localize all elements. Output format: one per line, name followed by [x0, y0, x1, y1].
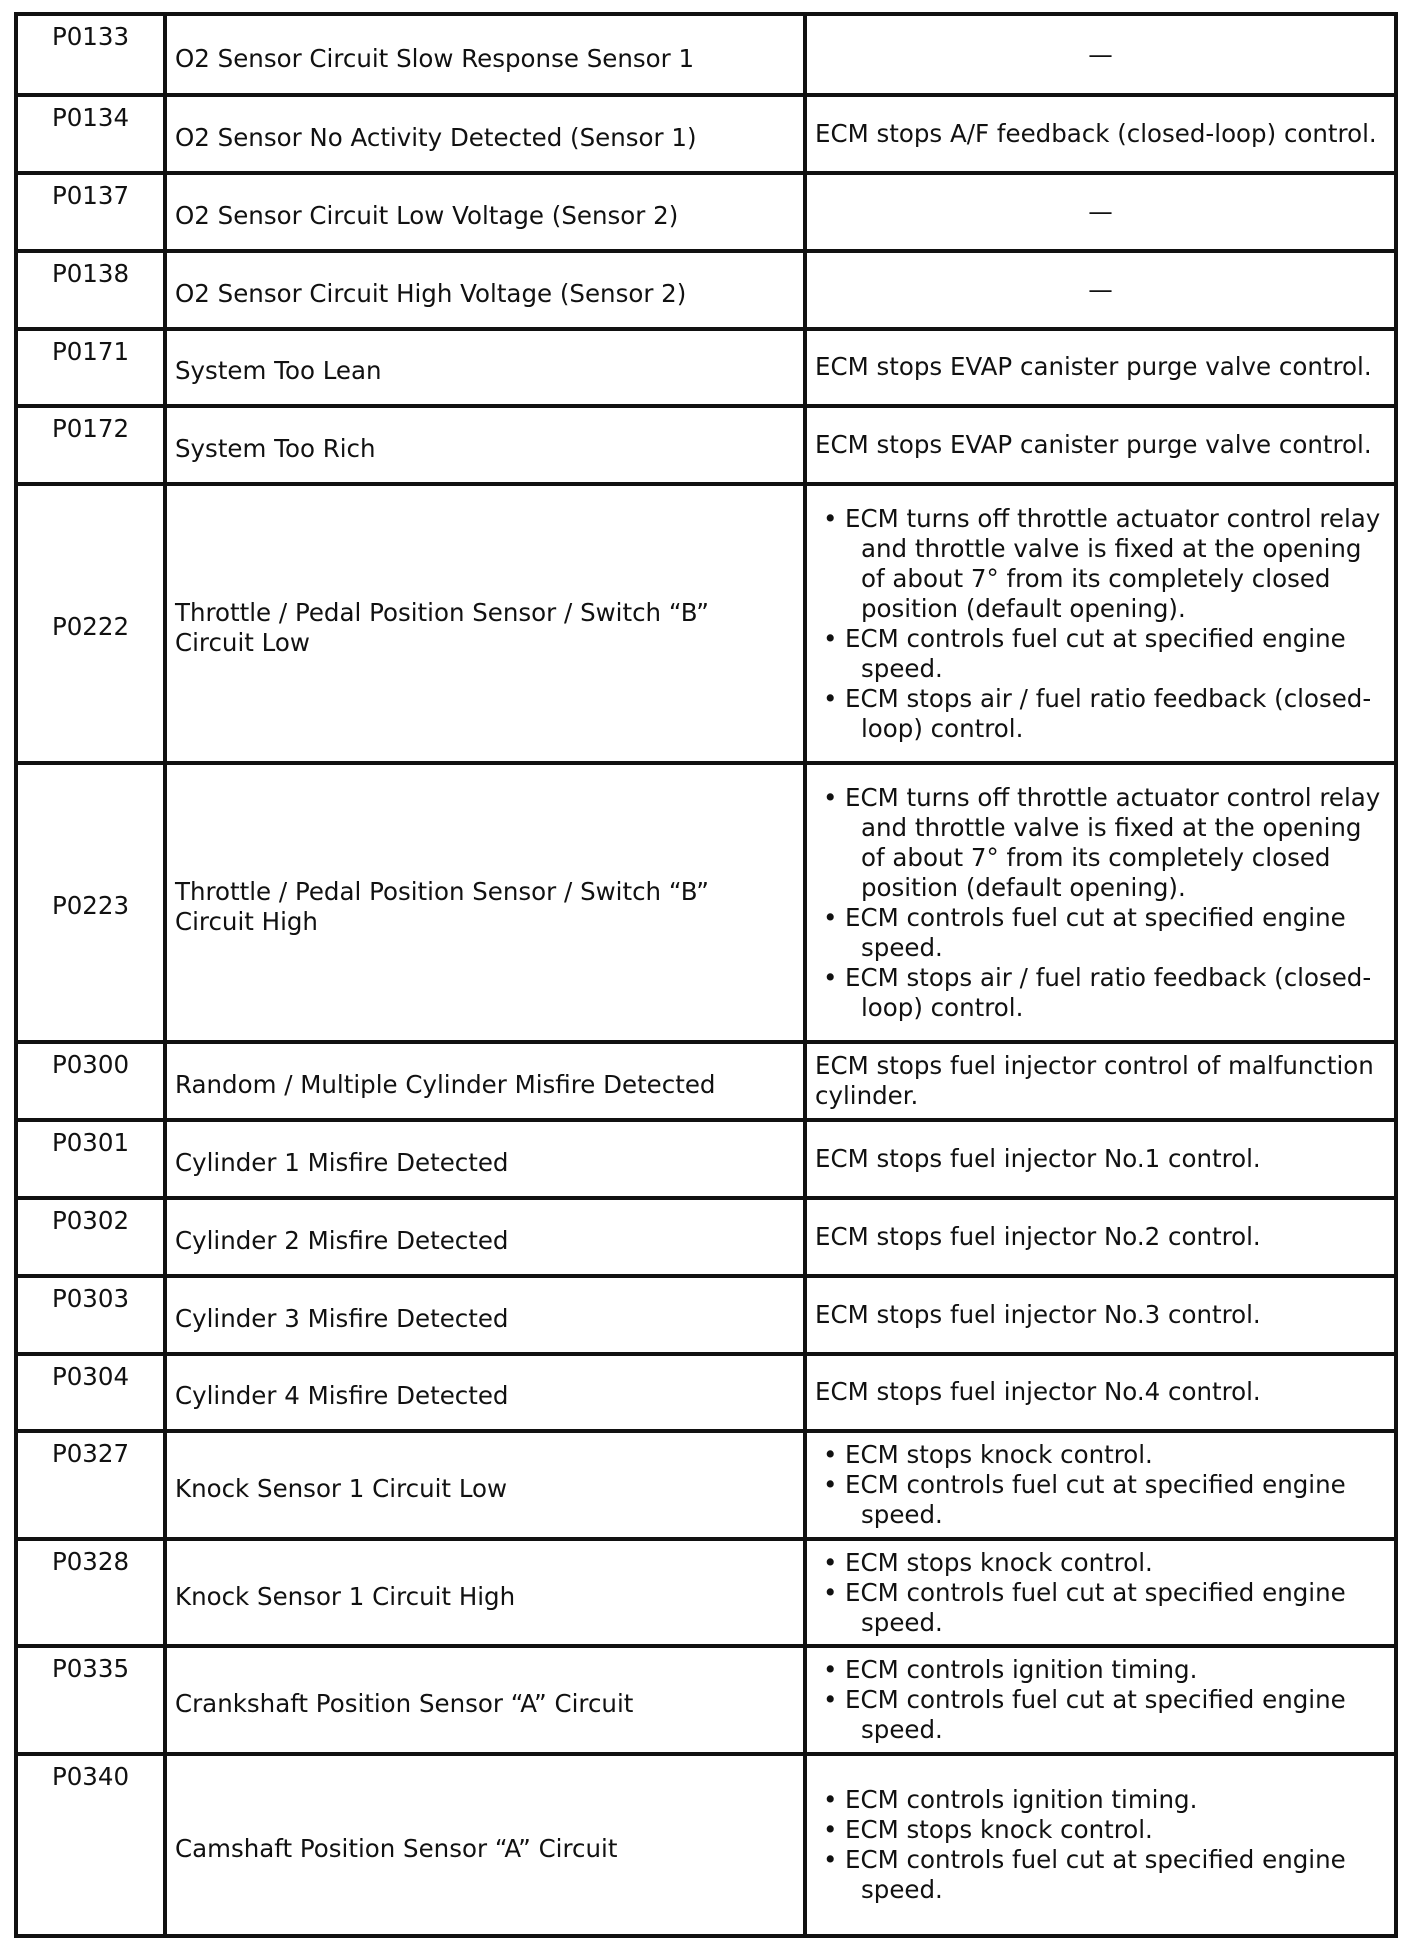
list-item: • ECM controls fuel cut at specified engine speed.: [845, 624, 1386, 684]
dtc-code: P0335: [16, 1646, 165, 1754]
failsafe-cell: [805, 1431, 1396, 1539]
table-row: [16, 1198, 1396, 1276]
failsafe-cell: [805, 1754, 1396, 1936]
failsafe-text: ECM stops fuel injector No.2 control.: [805, 1198, 1396, 1276]
dtc-code: P0222: [16, 484, 165, 763]
failsafe-text: ECM stops fuel injector No.3 control.: [805, 1276, 1396, 1354]
dtc-description: Camshaft Position Sensor “A” Circuit: [165, 1754, 805, 1936]
dtc-code: P0327: [16, 1431, 165, 1539]
table-row: [16, 1042, 1396, 1120]
failsafe-list: [815, 504, 1386, 744]
dtc-code: P0303: [16, 1276, 165, 1354]
table-row: [16, 1646, 1396, 1754]
table-row: [16, 1354, 1396, 1432]
failsafe-list: [815, 783, 1386, 1023]
dtc-code: P0134: [16, 95, 165, 173]
dtc-description: Cylinder 2 Misfire Detected: [165, 1198, 805, 1276]
dtc-description: Cylinder 3 Misfire Detected: [165, 1276, 805, 1354]
failsafe-text: ECM stops A/F feedback (closed-loop) control.: [805, 95, 1396, 173]
dtc-description: O2 Sensor No Activity Detected (Sensor 1): [165, 95, 805, 173]
dtc-code: P0328: [16, 1539, 165, 1647]
failsafe-cell: [805, 763, 1396, 1042]
dtc-code: P0172: [16, 406, 165, 484]
list-item: • ECM controls fuel cut at specified engine speed.: [845, 1470, 1386, 1530]
list-item: • ECM controls fuel cut at specified engine speed.: [845, 1685, 1386, 1745]
dtc-description: Throttle / Pedal Position Sensor / Switch “B” Circuit High: [165, 763, 805, 1042]
dtc-failsafe-table: [14, 12, 1398, 1938]
table-row: [16, 95, 1396, 173]
failsafe-text: —: [805, 251, 1396, 329]
failsafe-list: [815, 1785, 1386, 1905]
table-row: [16, 1539, 1396, 1647]
list-item: • ECM stops air / fuel ratio feedback (closed-loop) control.: [845, 963, 1386, 1023]
dtc-description: Random / Multiple Cylinder Misfire Detected: [165, 1042, 805, 1120]
dtc-code: P0138: [16, 251, 165, 329]
table-row: [16, 1120, 1396, 1198]
dtc-code: P0133: [16, 14, 165, 95]
table-row: [16, 484, 1396, 763]
list-item: • ECM controls fuel cut at specified engine speed.: [845, 1578, 1386, 1638]
table-row: [16, 763, 1396, 1042]
dtc-code: P0340: [16, 1754, 165, 1936]
table-row: [16, 173, 1396, 251]
dtc-description: Cylinder 1 Misfire Detected: [165, 1120, 805, 1198]
list-item: • ECM stops air / fuel ratio feedback (closed-loop) control.: [845, 684, 1386, 744]
dtc-code: P0304: [16, 1354, 165, 1432]
list-item: • ECM turns off throttle actuator control relay and throttle valve is fixed at the opening of about 7° from its completely closed position (default opening).: [845, 504, 1386, 624]
dtc-description: Knock Sensor 1 Circuit Low: [165, 1431, 805, 1539]
dtc-code: P0171: [16, 329, 165, 407]
list-item: • ECM turns off throttle actuator control relay and throttle valve is fixed at the opening of about 7° from its completely closed position (default opening).: [845, 783, 1386, 903]
failsafe-text: ECM stops fuel injector control of malfunction cylinder.: [805, 1042, 1396, 1120]
failsafe-list: [815, 1655, 1386, 1745]
dtc-code: P0137: [16, 173, 165, 251]
table-row: [16, 14, 1396, 95]
list-item: • ECM stops knock control.: [845, 1548, 1386, 1578]
list-item: • ECM stops knock control.: [845, 1815, 1386, 1845]
dtc-description: System Too Rich: [165, 406, 805, 484]
dtc-code: P0301: [16, 1120, 165, 1198]
failsafe-text: —: [805, 14, 1396, 95]
table-row: [16, 329, 1396, 407]
list-item: • ECM controls ignition timing.: [845, 1655, 1386, 1685]
failsafe-text: ECM stops EVAP canister purge valve control.: [805, 406, 1396, 484]
dtc-description: O2 Sensor Circuit Low Voltage (Sensor 2): [165, 173, 805, 251]
list-item: • ECM controls fuel cut at specified engine speed.: [845, 903, 1386, 963]
dtc-code: P0302: [16, 1198, 165, 1276]
dtc-description: System Too Lean: [165, 329, 805, 407]
dtc-description: Crankshaft Position Sensor “A” Circuit: [165, 1646, 805, 1754]
failsafe-text: ECM stops fuel injector No.1 control.: [805, 1120, 1396, 1198]
list-item: • ECM controls ignition timing.: [845, 1785, 1386, 1815]
dtc-description: O2 Sensor Circuit High Voltage (Sensor 2): [165, 251, 805, 329]
table-row: [16, 1276, 1396, 1354]
failsafe-list: [815, 1440, 1386, 1530]
dtc-description: Throttle / Pedal Position Sensor / Switch “B” Circuit Low: [165, 484, 805, 763]
table-row: [16, 1431, 1396, 1539]
list-item: • ECM controls fuel cut at specified engine speed.: [845, 1845, 1386, 1905]
table-row: [16, 251, 1396, 329]
failsafe-cell: [805, 1539, 1396, 1647]
table-row: [16, 406, 1396, 484]
dtc-description: Knock Sensor 1 Circuit High: [165, 1539, 805, 1647]
dtc-description: O2 Sensor Circuit Slow Response Sensor 1: [165, 14, 805, 95]
failsafe-text: ECM stops EVAP canister purge valve control.: [805, 329, 1396, 407]
failsafe-text: ECM stops fuel injector No.4 control.: [805, 1354, 1396, 1432]
list-item: • ECM stops knock control.: [845, 1440, 1386, 1470]
dtc-code: P0223: [16, 763, 165, 1042]
failsafe-list: [815, 1548, 1386, 1638]
failsafe-text: —: [805, 173, 1396, 251]
dtc-description: Cylinder 4 Misfire Detected: [165, 1354, 805, 1432]
dtc-code: P0300: [16, 1042, 165, 1120]
table-row: [16, 1754, 1396, 1936]
failsafe-cell: [805, 1646, 1396, 1754]
failsafe-cell: [805, 484, 1396, 763]
